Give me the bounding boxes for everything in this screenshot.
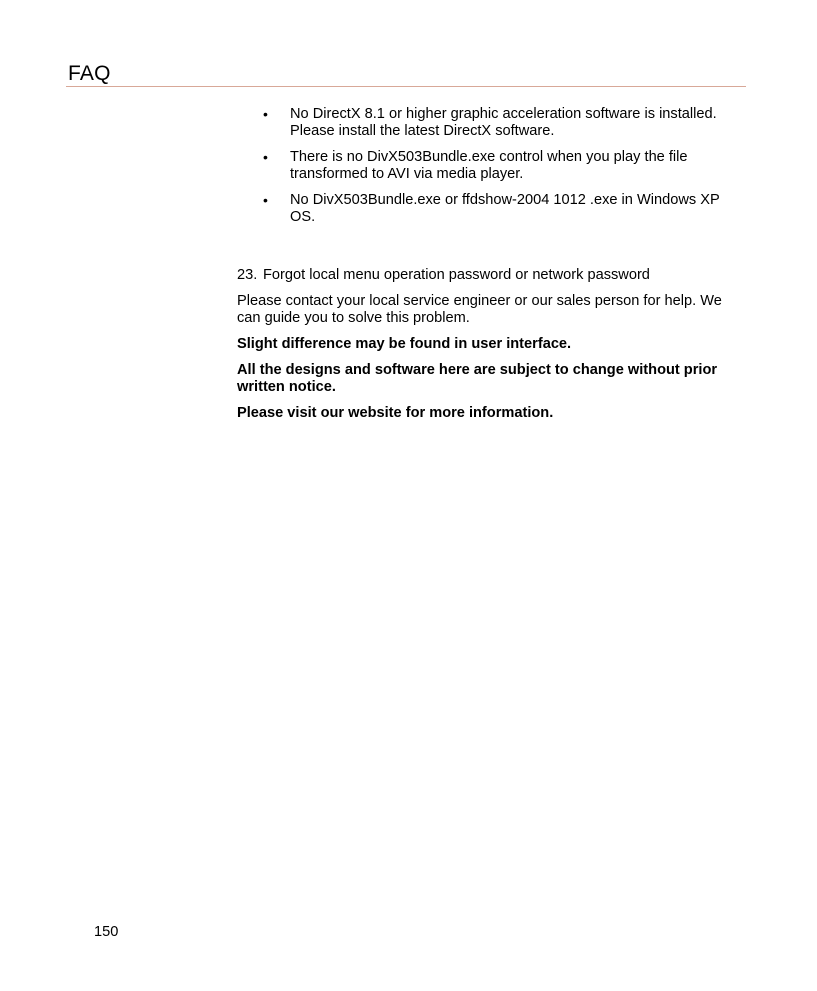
cause-list	[237, 106, 729, 226]
faq-answer: Please contact your local service engineer or our sales person for help. We can guide you to solve this problem.	[237, 293, 722, 326]
bullet-icon: •	[263, 106, 268, 122]
header-divider	[66, 86, 746, 87]
page-header-title: FAQ	[68, 62, 111, 85]
faq-question	[237, 267, 729, 284]
question-text: Forgot local menu operation password or network password	[263, 267, 650, 283]
page-number: 150	[94, 924, 119, 940]
list-item-text: No DirectX 8.1 or higher graphic acceleration software is installed. Please install the latest DirectX software.	[290, 106, 717, 139]
bullet-icon: •	[263, 192, 268, 208]
main-content	[237, 106, 729, 422]
list-item-text: There is no DivX503Bundle.exe control when you play the file transformed to AVI via media player.	[290, 149, 688, 182]
list-item	[237, 192, 729, 226]
note-subject-to-change: All the designs and software here are subject to change without prior written notice.	[237, 362, 718, 395]
list-item-text: No DivX503Bundle.exe or ffdshow-2004 1012 .exe in Windows XP OS.	[290, 192, 720, 225]
bullet-icon: •	[263, 149, 268, 165]
list-item	[237, 106, 729, 140]
list-item	[237, 149, 729, 183]
note-ui-difference: Slight difference may be found in user interface.	[237, 336, 572, 352]
note-visit-website: Please visit our website for more information.	[237, 405, 554, 421]
question-number: 23.	[237, 267, 258, 283]
